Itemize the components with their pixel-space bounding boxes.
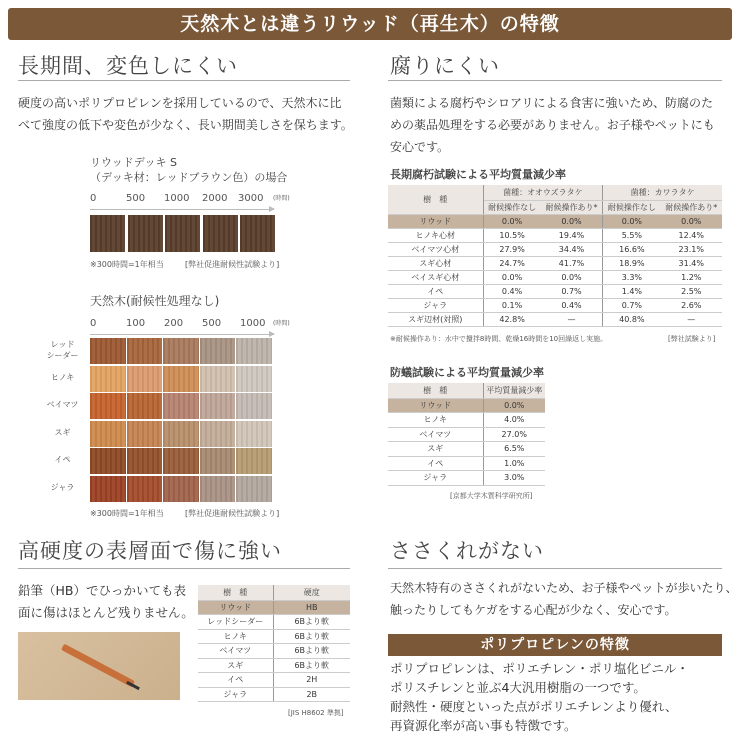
table-cell: —: [660, 312, 722, 326]
table-row: [388, 242, 722, 256]
table-cell: 0.7%: [541, 284, 603, 298]
table-cell: 12.4%: [660, 228, 722, 242]
natural-wood-title: 天然木(耐候性処理なし): [90, 294, 220, 308]
table-cell: HB: [273, 600, 350, 615]
wood-color-swatch: [127, 338, 163, 364]
deck-subtitle: （デッキ材：レッドブラウン色）の場合: [90, 171, 288, 184]
scale-tick: 2000: [202, 193, 228, 204]
wood-color-swatch: [236, 338, 272, 364]
scale-unit: (時間): [273, 320, 290, 327]
deck-color-swatch: [165, 215, 200, 252]
scale-tick: 200: [164, 318, 184, 329]
label-line: シーダー: [46, 351, 79, 360]
table-row: [388, 413, 545, 428]
subheader: 耐候操作なし: [483, 200, 541, 214]
text-line: ポリプロピレンは、ポリエチレン・ポリ塩化ビニル・: [390, 661, 689, 676]
text-line: べて強度の低下や変色が少なく、長い期間美しさを保ちます。: [18, 118, 353, 132]
deck-color-swatch: [203, 215, 238, 252]
table-row: [388, 298, 722, 312]
text-line: 菌類による腐朽やシロアリによる食害に強いため、防腐のた: [390, 96, 714, 110]
deck-source: [弊社促進耐候性試験より]: [185, 260, 280, 269]
table-row: [198, 658, 350, 673]
label-line: スギ: [54, 427, 71, 437]
time-arrow: [90, 334, 274, 335]
wood-color-swatch: [236, 421, 272, 447]
wood-species-label: [40, 454, 85, 465]
table-cell: 23.1%: [660, 242, 722, 256]
table-cell: 0.0%: [483, 398, 545, 413]
table-cell: ジャラ: [388, 298, 483, 312]
table-cell: レッドシーダー: [198, 615, 273, 630]
table-cell: イペ: [388, 456, 483, 471]
wood-color-swatch: [127, 366, 163, 392]
table-cell: 4.0%: [483, 413, 545, 428]
divider: [388, 80, 722, 81]
table-cell: ヒノキ: [198, 629, 273, 644]
termite-source: [京都大学木質科学研究所]: [450, 492, 533, 500]
wood-color-swatch: [90, 476, 126, 502]
label-line: ベイマツ: [46, 400, 79, 409]
label-line: ジャラ: [50, 482, 75, 492]
scale-tick: 500: [202, 318, 222, 329]
divider: [388, 568, 722, 569]
table-cell: 1.4%: [603, 284, 661, 298]
table-row: [388, 456, 545, 471]
wood-color-swatch: [127, 421, 163, 447]
text-line: 触ったりしてもケガをする心配が少なく、安心です。: [390, 603, 677, 617]
wood-color-swatch: [200, 476, 236, 502]
species-header: 樹 種: [388, 185, 483, 214]
table-cell: 18.9%: [603, 256, 661, 270]
table-row: [388, 312, 722, 326]
deck-title: リウッドデッキ S: [90, 156, 178, 169]
decay-source: [弊社試験より]: [668, 335, 716, 343]
table-row: [198, 687, 350, 702]
deck-color-swatch: [90, 215, 125, 252]
wood-color-swatch: [200, 448, 236, 474]
table-row: [388, 471, 545, 486]
scale-unit: (時間): [273, 195, 290, 202]
table-cell: 1.2%: [660, 270, 722, 284]
title-banner: 天然木とは違うリウッド（再生木）の特徴: [8, 8, 732, 40]
table-cell: 0.7%: [603, 298, 661, 312]
scale-tick: 0: [90, 318, 97, 329]
table-cell: リウッド: [198, 600, 273, 615]
wood-species-label: [40, 372, 85, 383]
wood-color-swatch: [90, 421, 126, 447]
decay-test-table: [388, 185, 722, 327]
wood-color-swatch: [236, 366, 272, 392]
table-cell: スギ辺材(対照): [388, 312, 483, 326]
table-cell: 34.4%: [541, 242, 603, 256]
heading-discoloration: 長期間、変色しにくい: [18, 54, 238, 78]
table-row: [198, 615, 350, 630]
text-line: 再資源化率が高い事も特徴です。: [390, 718, 577, 733]
table-cell: 5.5%: [603, 228, 661, 242]
table-row: [388, 214, 722, 228]
scale-tick: 3000: [238, 193, 264, 204]
table-cell: 2B: [273, 687, 350, 702]
wood-color-swatch: [163, 393, 199, 419]
table-cell: イペ: [388, 284, 483, 298]
wood-species-label: [40, 482, 85, 493]
polypropylene-banner: ポリプロピレンの特徴: [388, 634, 722, 656]
header: 樹 種: [388, 383, 483, 398]
table-cell: 16.6%: [603, 242, 661, 256]
pencil-scratch-photo: [18, 632, 180, 700]
table-row: [198, 629, 350, 644]
text-line: 耐熱性・硬度といった点がポリエチレンより優れ、: [390, 699, 678, 714]
table-cell: リウッド: [388, 214, 483, 228]
text-line: 安心です。: [390, 140, 450, 154]
label-line: レッド: [50, 340, 75, 349]
text-line: めの薬品処理をする必要がありません。お子様やペットにも: [390, 118, 715, 132]
table-cell: スギ: [388, 442, 483, 457]
table-cell: 40.8%: [603, 312, 661, 326]
table-cell: 6Bより軟: [273, 644, 350, 659]
table-row: [388, 442, 545, 457]
table-cell: 0.4%: [541, 298, 603, 312]
wood-color-swatch: [200, 338, 236, 364]
deck-note: ※300時間=1年相当: [90, 260, 164, 269]
wood-color-swatch: [127, 476, 163, 502]
table-cell: 0.1%: [483, 298, 541, 312]
text-line: 天然木特有のささくれがないため、お子様やペットが歩いたり、: [390, 581, 738, 595]
table-row: [388, 427, 545, 442]
table-cell: ヒノキ心材: [388, 228, 483, 242]
subheader: 耐候操作あり*: [660, 200, 722, 214]
wood-color-swatch: [90, 366, 126, 392]
table-cell: スギ心材: [388, 256, 483, 270]
scale-tick: 0: [90, 193, 97, 204]
table-cell: 24.7%: [483, 256, 541, 270]
heading-hardness: 高硬度の表層面で傷に強い: [18, 539, 282, 563]
wood-species-label: [40, 399, 85, 410]
table-cell: 19.4%: [541, 228, 603, 242]
table-row: [388, 228, 722, 242]
pencil-icon: [61, 644, 135, 688]
wood-color-swatch: [163, 366, 199, 392]
text-line: ポリスチレンと並ぶ4大汎用樹脂の一つです。: [390, 680, 646, 695]
wood-color-swatch: [163, 338, 199, 364]
wood-color-swatch: [236, 393, 272, 419]
wood-color-swatch: [127, 393, 163, 419]
table-cell: ジャラ: [388, 471, 483, 486]
table-cell: リウッド: [388, 398, 483, 413]
termite-table-title: 防蟻試験による平均質量減少率: [390, 366, 544, 379]
table-cell: 0.0%: [483, 270, 541, 284]
table-cell: 0.0%: [660, 214, 722, 228]
scale-tick: 500: [126, 193, 146, 204]
wood-color-swatch: [163, 448, 199, 474]
natural-source: [弊社促進耐候性試験より]: [185, 509, 280, 518]
wood-color-swatch: [200, 421, 236, 447]
wood-color-swatch: [90, 393, 126, 419]
wood-color-swatch: [236, 448, 272, 474]
table-cell: ジャラ: [198, 687, 273, 702]
divider: [18, 80, 350, 81]
table-cell: 2H: [273, 673, 350, 688]
subheader: 耐候操作なし: [603, 200, 661, 214]
table-cell: イペ: [198, 673, 273, 688]
scale-tick: 100: [126, 318, 146, 329]
table-cell: —: [541, 312, 603, 326]
table-cell: 0.0%: [541, 270, 603, 284]
wood-color-swatch: [163, 476, 199, 502]
deck-color-swatch: [240, 215, 275, 252]
wood-color-swatch: [90, 448, 126, 474]
table-cell: 3.3%: [603, 270, 661, 284]
table-row: [388, 270, 722, 284]
divider: [18, 568, 350, 569]
table-row: [388, 398, 545, 413]
deck-color-swatch: [128, 215, 163, 252]
subheader: 耐候操作あり*: [541, 200, 603, 214]
table-cell: 41.7%: [541, 256, 603, 270]
decay-table-title: 長期腐朽試験による平均質量減少率: [390, 168, 566, 181]
table-cell: 3.0%: [483, 471, 545, 486]
hardness-source: [JIS H8602 準拠]: [288, 709, 344, 717]
table-cell: 2.6%: [660, 298, 722, 312]
hardness-table: [198, 585, 350, 702]
header: 樹 種: [198, 585, 273, 600]
table-cell: 6.5%: [483, 442, 545, 457]
table-cell: 1.0%: [483, 456, 545, 471]
wood-color-swatch: [236, 476, 272, 502]
table-row: [198, 644, 350, 659]
table-cell: ベイマツ: [198, 644, 273, 659]
table-cell: ヒノキ: [388, 413, 483, 428]
deck-scale: [90, 193, 290, 207]
table-cell: 27.9%: [483, 242, 541, 256]
termite-test-table: [388, 383, 545, 486]
table-cell: 0.0%: [603, 214, 661, 228]
natural-note: ※300時間=1年相当: [90, 509, 164, 518]
decay-note: ※耐候操作あり：水中で攪拌8時間、乾燥16時間を10回繰返し実施。: [390, 335, 608, 343]
text-line: 硬度の高いポリプロピレンを採用しているので、天然木に比: [18, 96, 342, 110]
wood-color-swatch: [163, 421, 199, 447]
wood-color-swatch: [200, 393, 236, 419]
text-line: 鉛筆（HB）でひっかいても表: [18, 583, 186, 598]
header: 硬度: [273, 585, 350, 600]
table-cell: 0.0%: [541, 214, 603, 228]
table-cell: 0.4%: [483, 284, 541, 298]
heading-rot-resistant: 腐りにくい: [390, 54, 500, 78]
natural-scale: [90, 318, 290, 332]
table-cell: 42.8%: [483, 312, 541, 326]
table-cell: 6Bより軟: [273, 658, 350, 673]
table-row: [198, 673, 350, 688]
wood-species-label: [40, 339, 85, 361]
table-cell: 31.4%: [660, 256, 722, 270]
table-row: [198, 600, 350, 615]
scale-tick: 1000: [164, 193, 190, 204]
table-cell: ベイスギ心材: [388, 270, 483, 284]
group-header: 菌種：オオウズラタケ: [483, 185, 603, 200]
table-cell: スギ: [198, 658, 273, 673]
wood-color-swatch: [127, 448, 163, 474]
table-cell: 2.5%: [660, 284, 722, 298]
table-cell: ベイマツ: [388, 427, 483, 442]
wood-species-label: [40, 427, 85, 438]
table-cell: 6Bより軟: [273, 629, 350, 644]
header: 平均質量減少率: [483, 383, 545, 398]
group-header: 菌種：カワラタケ: [603, 185, 722, 200]
text-line: 面に傷はほとんど残りません。: [18, 605, 194, 620]
heading-no-splinters: ささくれがない: [390, 539, 544, 563]
table-cell: 0.0%: [483, 214, 541, 228]
scale-tick: 1000: [240, 318, 266, 329]
table-cell: 6Bより軟: [273, 615, 350, 630]
table-row: [388, 256, 722, 270]
table-cell: ベイマツ心材: [388, 242, 483, 256]
table-row: [388, 284, 722, 298]
label-line: ヒノキ: [50, 372, 75, 382]
table-cell: 10.5%: [483, 228, 541, 242]
wood-color-swatch: [200, 366, 236, 392]
time-arrow: [90, 209, 274, 210]
table-cell: 27.0%: [483, 427, 545, 442]
label-line: イペ: [54, 455, 71, 464]
wood-color-swatch: [90, 338, 126, 364]
